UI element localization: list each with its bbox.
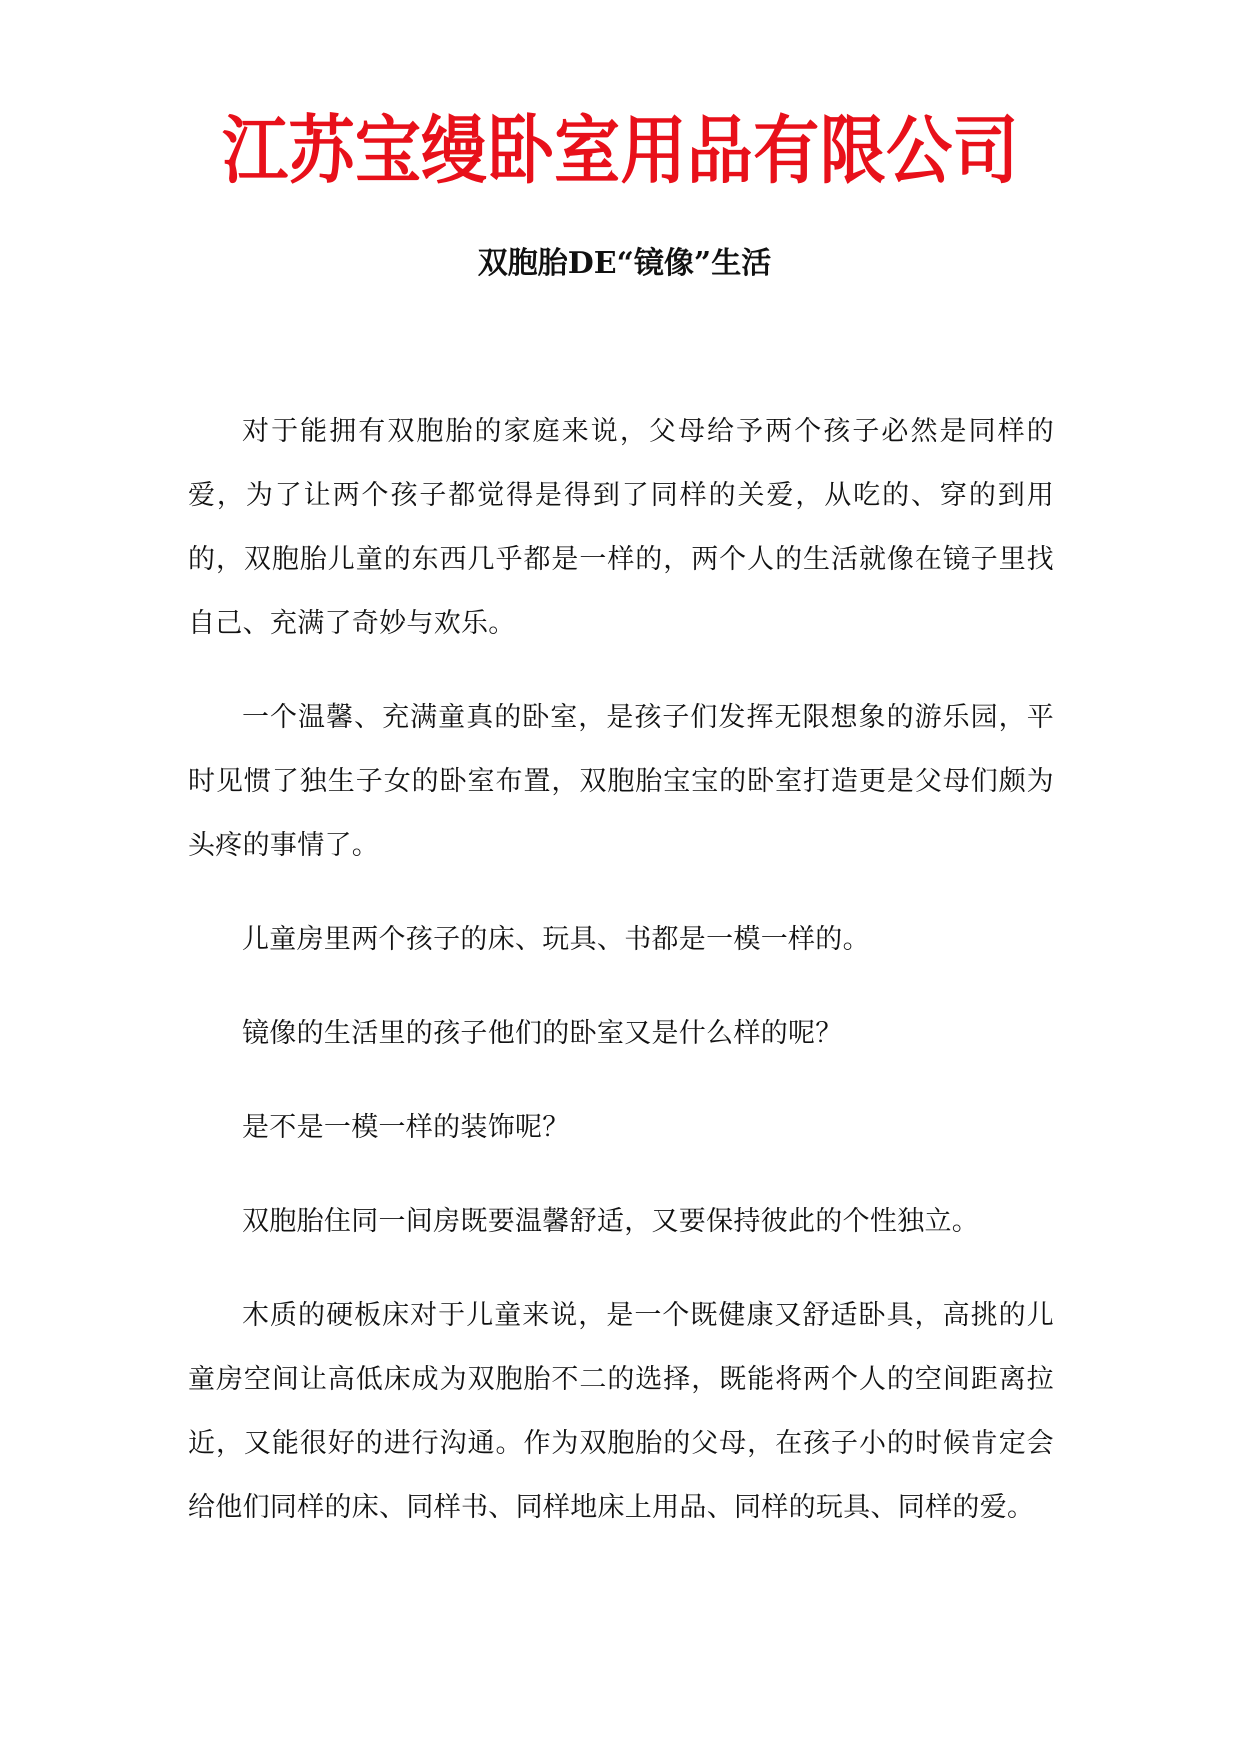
paragraph-intro: 对于能拥有双胞胎的家庭来说，父母给予两个孩子必然是同样的爱，为了让两个孩子都觉得是得到了同样的关爱，从吃的、穿的到用的，双胞胎儿童的东西几乎都是一样的，两个人的生活就像在镜子里找自己、充满了奇妙与欢乐。 bbox=[188, 416, 1054, 639]
paragraph-identical-items: 儿童房里两个孩子的床、玩具、书都是一模一样的。 bbox=[242, 924, 870, 955]
paragraph-bunk-bed: 木质的硬板床对于儿童来说，是一个既健康又舒适卧具，高挑的儿童房空间让高低床成为双胞胎不二的选择，既能将两个人的空间距离拉近，又能很好的进行沟通。作为双胞胎的父母，在孩子小的时候肯定会给他们同样的床、同样书、同样地床上用品、同样的玩具、同样的爱。 bbox=[188, 1300, 1054, 1523]
document-title: 双胞胎DE“镜像”生活 bbox=[477, 246, 772, 281]
paragraph-question-bedroom: 镜像的生活里的孩子他们的卧室又是什么样的呢？ bbox=[242, 1018, 843, 1049]
company-letterhead: 江苏宝缦卧室用品有限公司 bbox=[222, 107, 1019, 195]
paragraph-bedroom: 一个温馨、充满童真的卧室，是孩子们发挥无限想象的游乐园，平时见惯了独生子女的卧室布置，双胞胎宝宝的卧室打造更是父母们颇为头疼的事情了。 bbox=[188, 702, 1054, 861]
paragraph-question-decoration: 是不是一模一样的装饰呢？ bbox=[242, 1112, 570, 1143]
document-body bbox=[188, 400, 1054, 1570]
paragraph-independence: 双胞胎住同一间房既要温馨舒适，又要保持彼此的个性独立。 bbox=[242, 1206, 980, 1237]
